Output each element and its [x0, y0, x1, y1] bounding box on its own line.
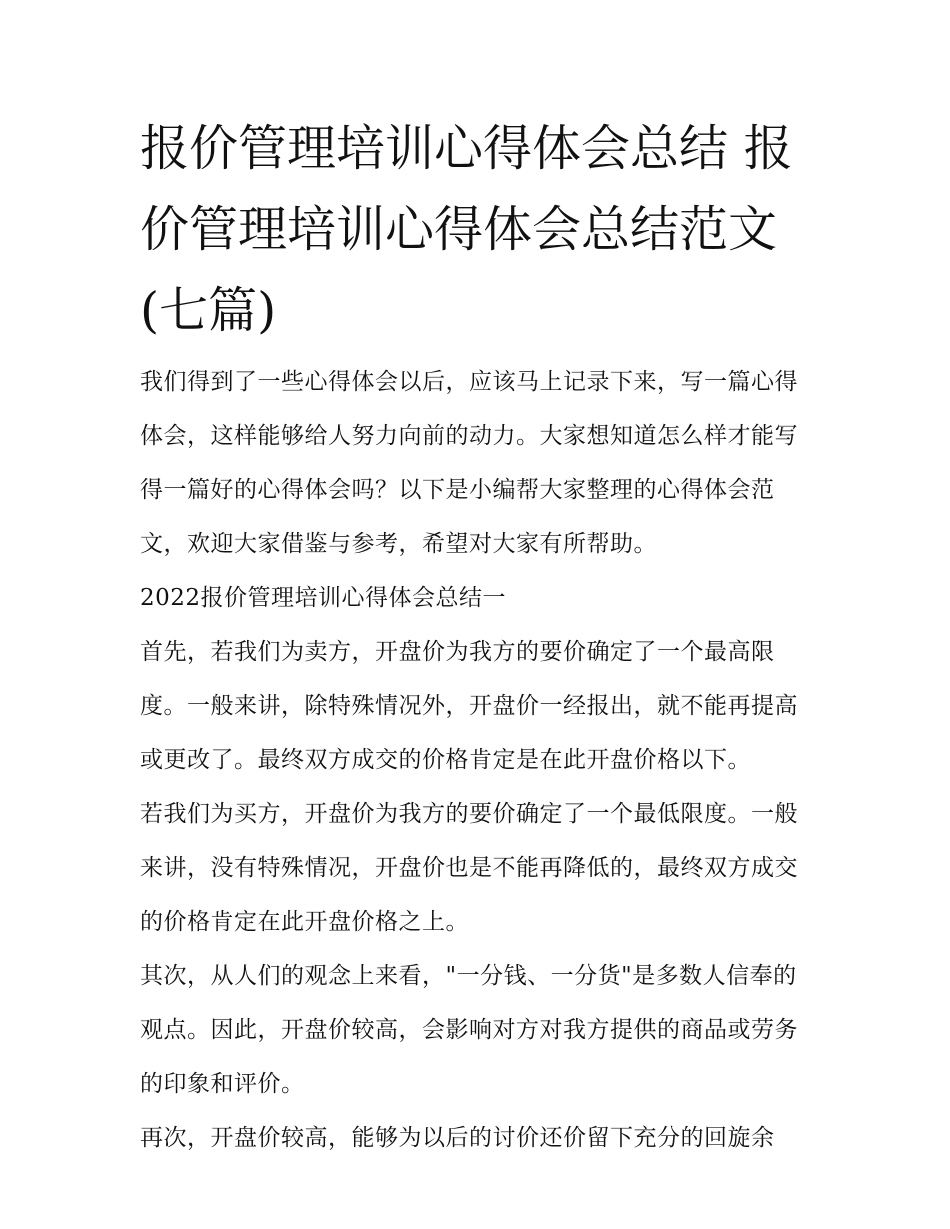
body-paragraph: 其次，从人们的观念上来看，"一分钱、一分货"是多数人信奉的观点。因此，开盘价较高，会影响对方对我方提供的商品或劳务的印象和评价。: [140, 963, 798, 1097]
body-paragraph: 若我们为买方，开盘价为我方的要价确定了一个最低限度。一般来讲，没有特殊情况，开盘价也是不能再降低的，最终双方成交的价格肯定在此开盘价格之上。: [140, 801, 798, 935]
document-page: [140, 108, 820, 1165]
body-paragraph: 再次，开盘价较高，能够为以后的讨价还价留下充分的回旋余: [140, 1125, 775, 1151]
intro-paragraph: 我们得到了一些心得体会以后，应该马上记录下来，写一篇心得体会，这样能够给人努力向前的动力。大家想知道怎么样才能写得一篇好的心得体会吗？以下是小编帮大家整理的心得体会范文，欢迎大家借鉴与参考，希望对大家有所帮助。: [140, 369, 798, 557]
body-paragraph: 首先，若我们为卖方，开盘价为我方的要价确定了一个最高限度。一般来讲，除特殊情况外，开盘价一经报出，就不能再提高或更改了。最终双方成交的价格肯定是在此开盘价格以下。: [140, 639, 798, 773]
section-heading: 2022报价管理培训心得体会总结一: [140, 585, 507, 611]
document-title: 报价管理培训心得体会总结 报价管理培训心得体会总结范文(七篇): [140, 120, 793, 339]
